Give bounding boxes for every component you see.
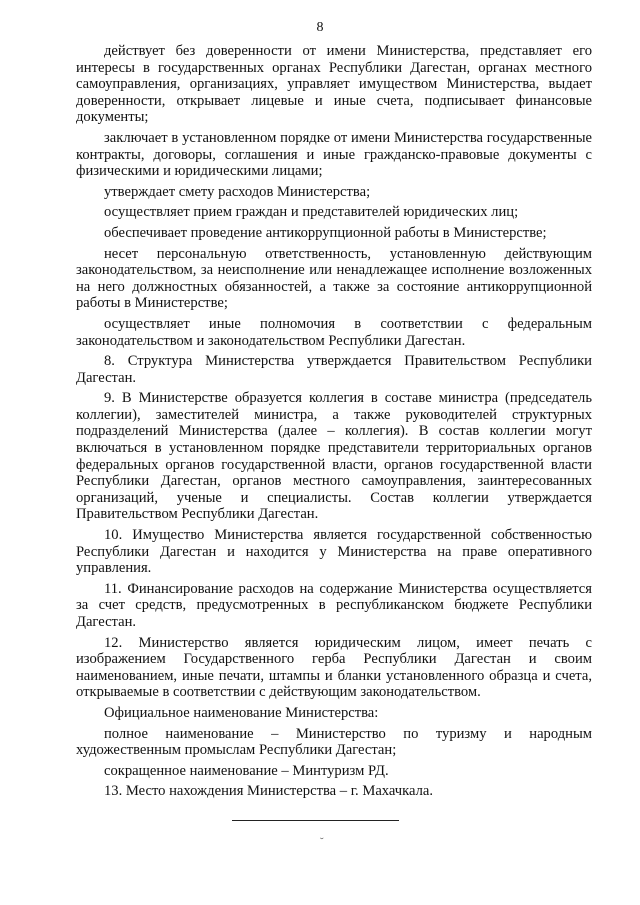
paragraph-personal-responsibility: несет персональную ответственность, установленную действующим законодательством, за неисполнение или ненадлежащее исполнение возложенных на него должностных обязанностей, а также за состояние антикоррупционной работы в Министерстве; [76,245,592,312]
paragraph-short-name: сокращенное наименование – Минтуризм РД. [104,762,389,779]
paragraph-full-name: полное наименование – Министерство по туризму и народным художественным промыслам Республики Дагестан; [76,725,592,759]
paragraph-section-12: 12. Министерство является юридическим лицом, имеет печать с изображением Государственного герба Республики Дагестан и своим наименованием, иные печати, штампы и бланки установленного образца и счета, открываемые в соответствии с действующим законодательством. [76,634,592,701]
paragraph-section-11: 11. Финансирование расходов на содержание Министерства осуществляется за счет средств, предусмотренных в республиканском бюджете Республики Дагестан. [76,580,592,630]
paragraph-anticorruption-work: обеспечивает проведение антикоррупционной работы в Министерстве; [104,224,547,241]
paragraph-section-13: 13. Место нахождения Министерства – г. Махачкала. [104,783,434,800]
paragraph-section-9: 9. В Министерстве образуется коллегия в составе министра (председатель коллегии), заместителей министра, а также руководителей структурных подразделений Министерства (далее – коллегия). В состав коллегии могут включаться в установленном порядке представители территориальных органов федеральных органов государственной власти, органов государственной власти Республики Дагестан, органов местного самоуправления, заинтересованных организаций, ученые и специалисты. Состав коллегии утверждается Правительством Республики Дагестан. [76,390,592,523]
paragraph-approves-budget: утверждает смету расходов Министерства; [104,183,371,200]
paragraph-concludes-contracts: заключает в установленном порядке от имени Министерства государственные контракты, договоры, соглашения и иные гражданско-правовые документы с физическими и юридическими лицами; [76,129,592,180]
paragraph-other-powers: осуществляет иные полномочия в соответствии с федеральным законодательством и законодательством Республики Дагестан. [76,315,592,349]
end-divider-line [232,820,399,821]
document-body [76,43,592,800]
paragraph-official-name-heading: Официальное наименование Министерства: [104,704,379,721]
paragraph-receives-citizens: осуществляет прием граждан и представителей юридических лиц; [104,204,519,221]
page-number: 8 [316,20,324,35]
paragraph-section-10: 10. Имущество Министерства является государственной собственностью Республики Дагестан и находится у Министерства на праве оперативного управления. [76,527,592,577]
paragraph-section-8: 8. Структура Министерства утверждается Правительством Республики Дагестан. [76,353,592,386]
paragraph-act-without-power-of-attorney: действует без доверенности от имени Министерства, представляет его интересы в государственных органах Республики Дагестан, органах местного самоуправления, организациях, управляет имуществом Министерства, выдает доверенности, открывает лицевые и иные счета, подписывает финансовые документы; [76,43,592,126]
scan-mark: ˘ [320,836,324,848]
